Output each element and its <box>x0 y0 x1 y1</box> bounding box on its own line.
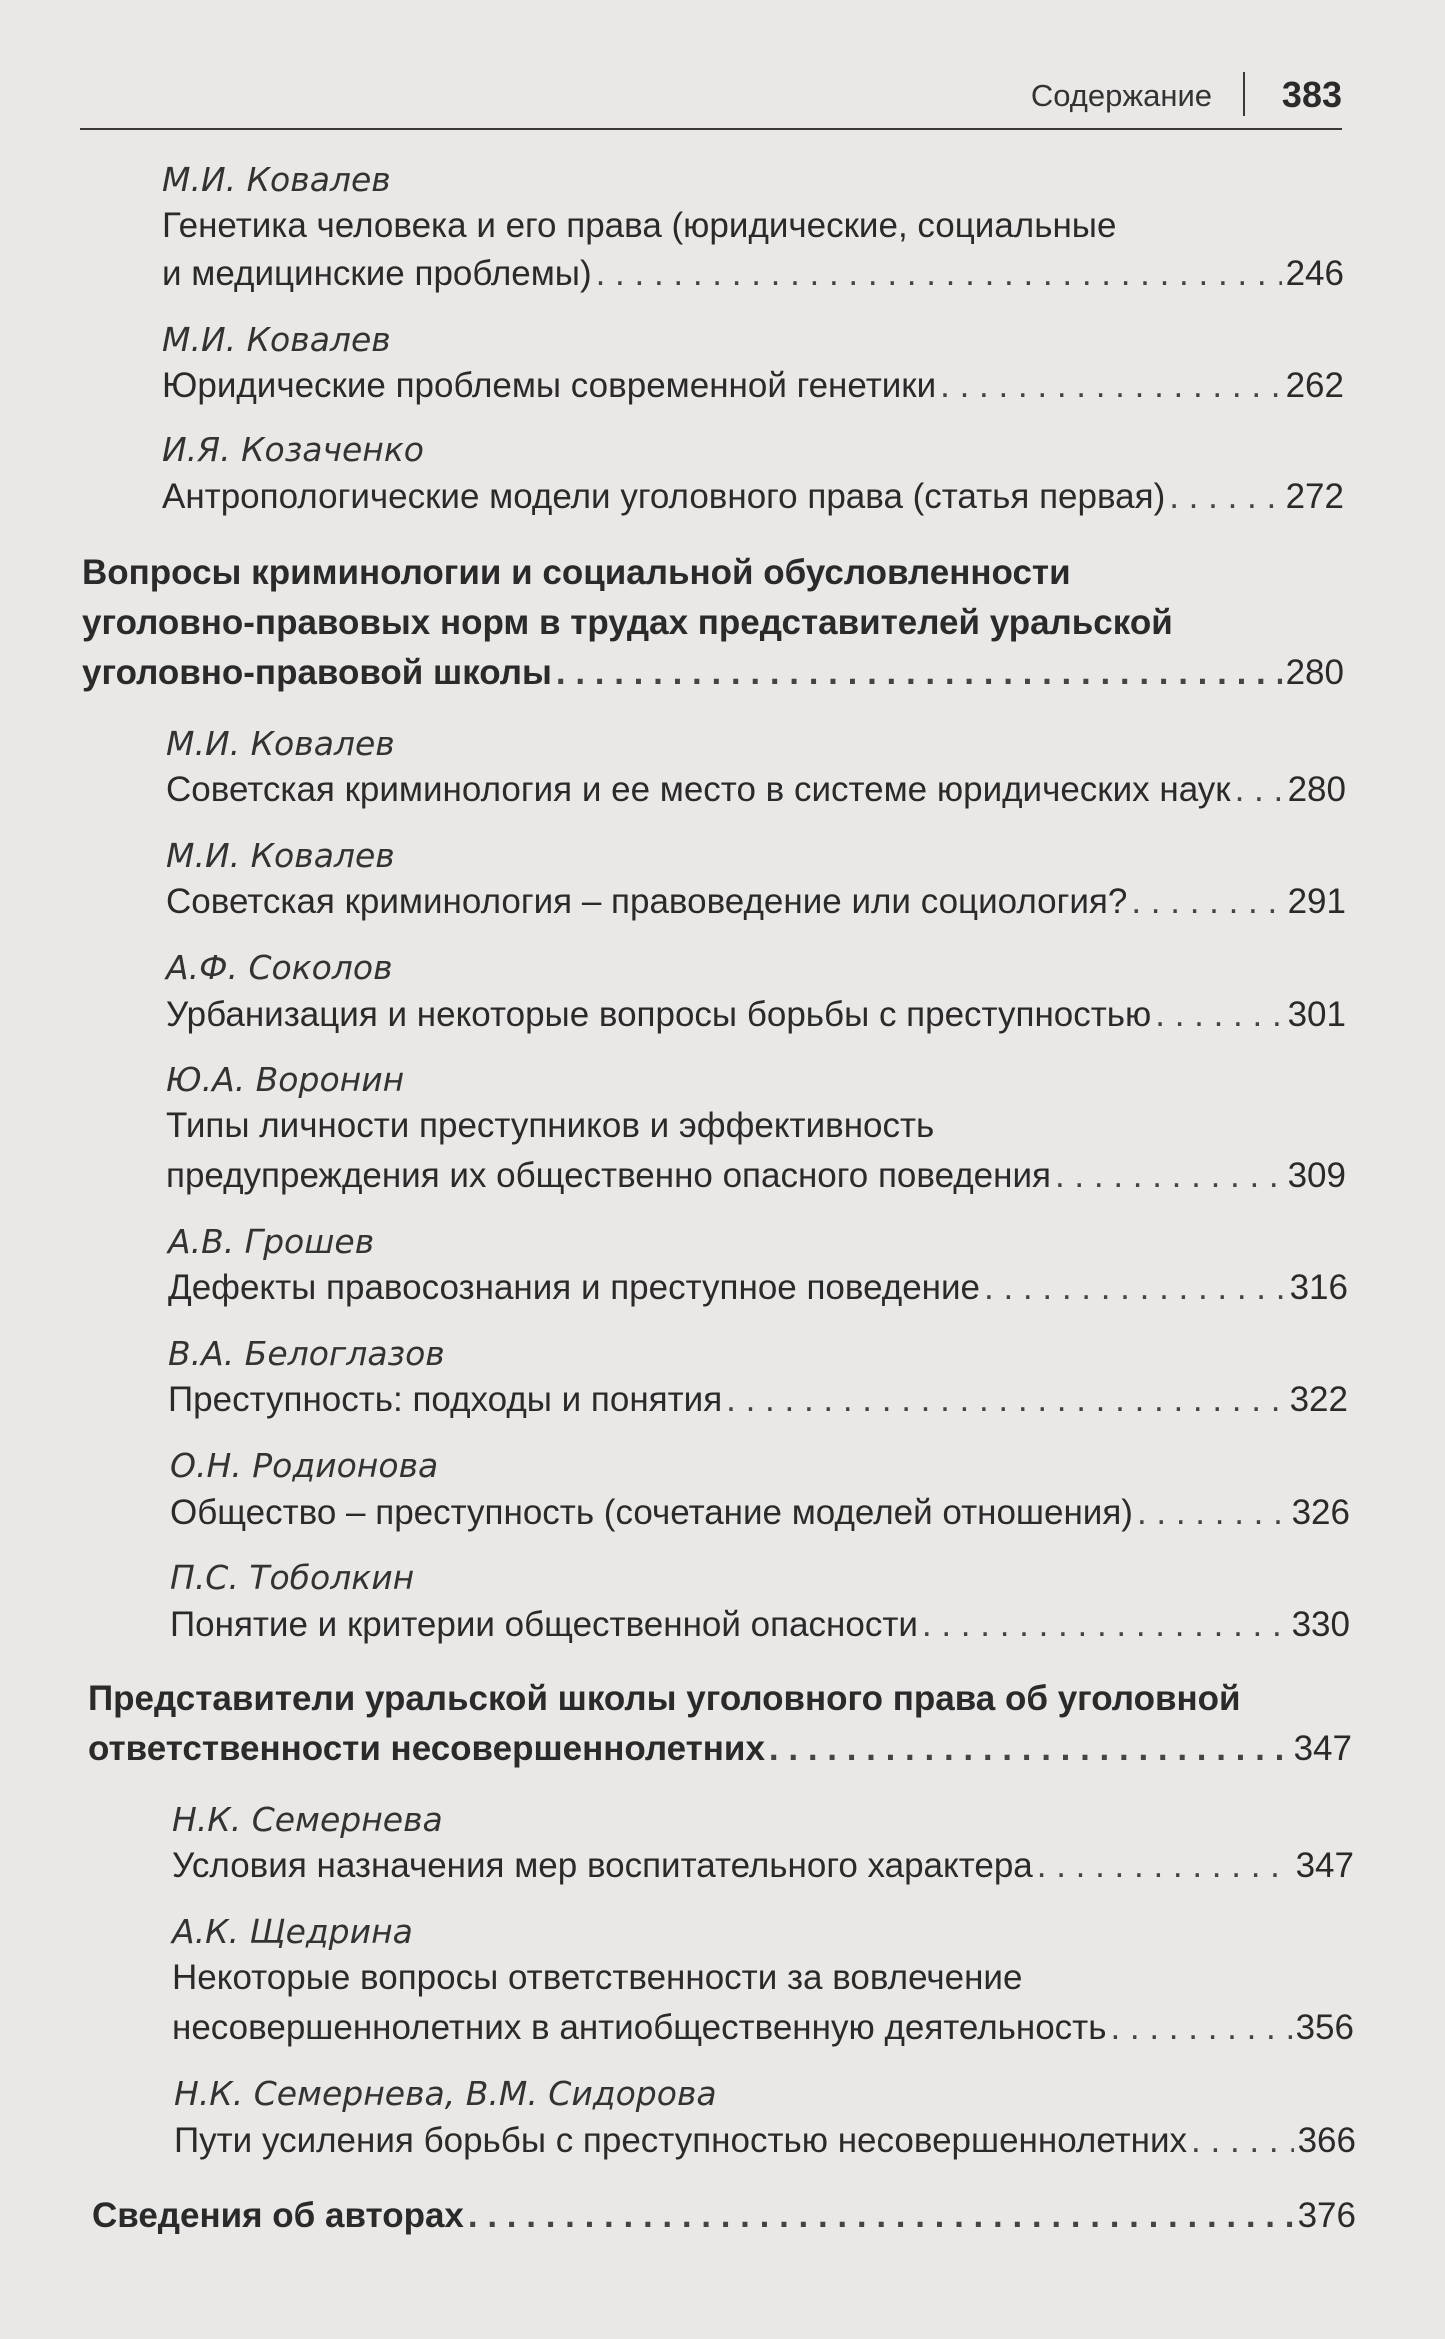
toc-page-number: 291 <box>1287 882 1346 921</box>
toc-title-line: Дефекты правосознания и преступное поведение <box>168 1268 981 1307</box>
toc-page-number: 309 <box>1287 1156 1346 1195</box>
toc-entry-leader[interactable] <box>172 2008 1354 2048</box>
toc-entry-leader[interactable] <box>162 254 1344 294</box>
leader-dots <box>1169 477 1281 517</box>
toc-entry-leader[interactable] <box>170 1493 1350 1533</box>
toc-title-line: Советская криминология и ее место в системе юридических наук <box>166 770 1231 809</box>
toc-author: М.И. Ковалев <box>166 724 395 763</box>
leader-dots <box>1131 882 1283 922</box>
toc-title-line: Типы личности преступников и эффективность <box>166 1106 935 1145</box>
toc-author: Ю.А. Воронин <box>166 1060 405 1099</box>
leader-dots <box>1155 995 1283 1035</box>
toc-section-leader[interactable] <box>92 2196 1356 2236</box>
toc-entry-leader[interactable] <box>166 1156 1346 1196</box>
leader-dots <box>726 1380 1285 1420</box>
toc-entry-leader[interactable] <box>174 2121 1356 2161</box>
toc-page-number: 280 <box>1285 653 1344 692</box>
leader-dots <box>940 366 1281 406</box>
toc-section-line: уголовно-правовых норм в трудах представителей уральской <box>82 603 1173 642</box>
toc-entry-leader[interactable] <box>172 1846 1354 1886</box>
toc-page-number: 272 <box>1285 477 1344 516</box>
toc-section-line: ответственности несовершеннолетних <box>88 1729 765 1768</box>
leader-dots <box>1235 770 1284 810</box>
toc-page-number: 316 <box>1289 1268 1348 1307</box>
toc-author: А.В. Грошев <box>168 1222 375 1261</box>
leader-dots <box>1110 2008 1291 2048</box>
toc-title-line: Общество – преступность (сочетание моделей отношения) <box>170 1493 1133 1532</box>
toc-author: И.Я. Козаченко <box>162 430 424 469</box>
toc-author: Н.К. Семернева <box>172 1800 443 1839</box>
toc-entry-leader[interactable] <box>162 477 1344 517</box>
toc-page-number: 347 <box>1295 1846 1354 1885</box>
toc-entry-leader[interactable] <box>168 1380 1348 1420</box>
toc-page-number: 280 <box>1287 770 1346 809</box>
leader-dots <box>984 1268 1286 1308</box>
leader-dots <box>556 653 1282 693</box>
toc-page-number: 347 <box>1293 1729 1352 1768</box>
toc-page-number: 376 <box>1297 2196 1356 2235</box>
toc-title-line: Условия назначения мер воспитательного характера <box>172 1846 1033 1885</box>
toc-page-number: 326 <box>1291 1493 1350 1532</box>
toc-page-number: 366 <box>1297 2121 1356 2160</box>
toc-title-line: Советская криминология – правоведение или социология? <box>166 882 1128 921</box>
toc-title-line: Генетика человека и его права (юридические, социальные <box>162 206 1117 245</box>
toc-entry-leader[interactable] <box>166 770 1346 810</box>
toc-author: В.А. Белоглазов <box>168 1334 445 1373</box>
toc-title-line: Преступность: подходы и понятия <box>168 1380 723 1419</box>
toc-entry-leader[interactable] <box>166 995 1346 1035</box>
toc-entry-leader[interactable] <box>168 1268 1348 1308</box>
leader-dots <box>596 254 1282 294</box>
leader-dots <box>769 1729 1290 1769</box>
toc-page-number: 301 <box>1287 995 1346 1034</box>
toc-title-line: и медицинские проблемы) <box>162 254 592 293</box>
toc-section-leader[interactable] <box>88 1729 1352 1769</box>
toc-author: А.К. Щедрина <box>172 1912 413 1951</box>
toc-author: О.Н. Родионова <box>170 1446 439 1485</box>
toc-page-number: 356 <box>1295 2008 1354 2047</box>
toc-title-line: Урбанизация и некоторые вопросы борьбы с преступностью <box>166 995 1152 1034</box>
running-header-section: Содержание <box>1030 78 1212 113</box>
toc-title-line: Пути усиления борьбы с преступностью несовершеннолетних <box>174 2121 1188 2160</box>
toc-section-line: Вопросы криминологии и социальной обусловленности <box>82 553 1071 592</box>
toc-entry-leader[interactable] <box>162 366 1344 406</box>
toc-author: Н.К. Семернева, В.М. Сидорова <box>174 2074 717 2113</box>
toc-title-line: предупреждения их общественно опасного поведения <box>166 1156 1051 1195</box>
leader-dots <box>1055 1156 1284 1196</box>
toc-section-line: Представители уральской школы уголовного права об уголовной <box>88 1679 1241 1718</box>
toc-entry-leader[interactable] <box>166 882 1346 922</box>
leader-dots <box>922 1605 1288 1645</box>
toc-author: А.Ф. Соколов <box>166 948 393 987</box>
toc-author: М.И. Ковалев <box>162 320 391 359</box>
leader-dots <box>468 2196 1294 2236</box>
toc-section-leader[interactable] <box>82 653 1344 693</box>
toc-title-line: несовершеннолетних в антиобщественную деятельность <box>172 2008 1107 2047</box>
toc-page-number: 246 <box>1285 254 1344 293</box>
leader-dots <box>1137 1493 1288 1533</box>
toc-page-number: 262 <box>1285 366 1344 405</box>
toc-title-line: Юридические проблемы современной генетики <box>162 366 937 405</box>
page-number: 383 <box>1281 74 1342 115</box>
toc-author: М.И. Ковалев <box>162 160 391 199</box>
toc-author: М.И. Ковалев <box>166 836 395 875</box>
leader-dots <box>1191 2121 1294 2161</box>
toc-title-line: Антропологические модели уголовного права (статья первая) <box>162 477 1166 516</box>
toc-section-line: Сведения об авторах <box>92 2196 464 2235</box>
toc-author: П.С. Тоболкин <box>170 1558 415 1597</box>
toc-page-number: 322 <box>1289 1380 1348 1419</box>
toc-section-line: уголовно-правовой школы <box>82 653 552 692</box>
toc-entry-leader[interactable] <box>170 1605 1350 1645</box>
toc-title-line: Некоторые вопросы ответственности за вовлечение <box>172 1958 1023 1997</box>
header-separator <box>1243 72 1246 116</box>
running-header <box>80 66 1342 130</box>
leader-dots <box>1037 1846 1292 1886</box>
toc-title-line: Понятие и критерии общественной опасности <box>170 1605 918 1644</box>
toc-page-number: 330 <box>1291 1605 1350 1644</box>
